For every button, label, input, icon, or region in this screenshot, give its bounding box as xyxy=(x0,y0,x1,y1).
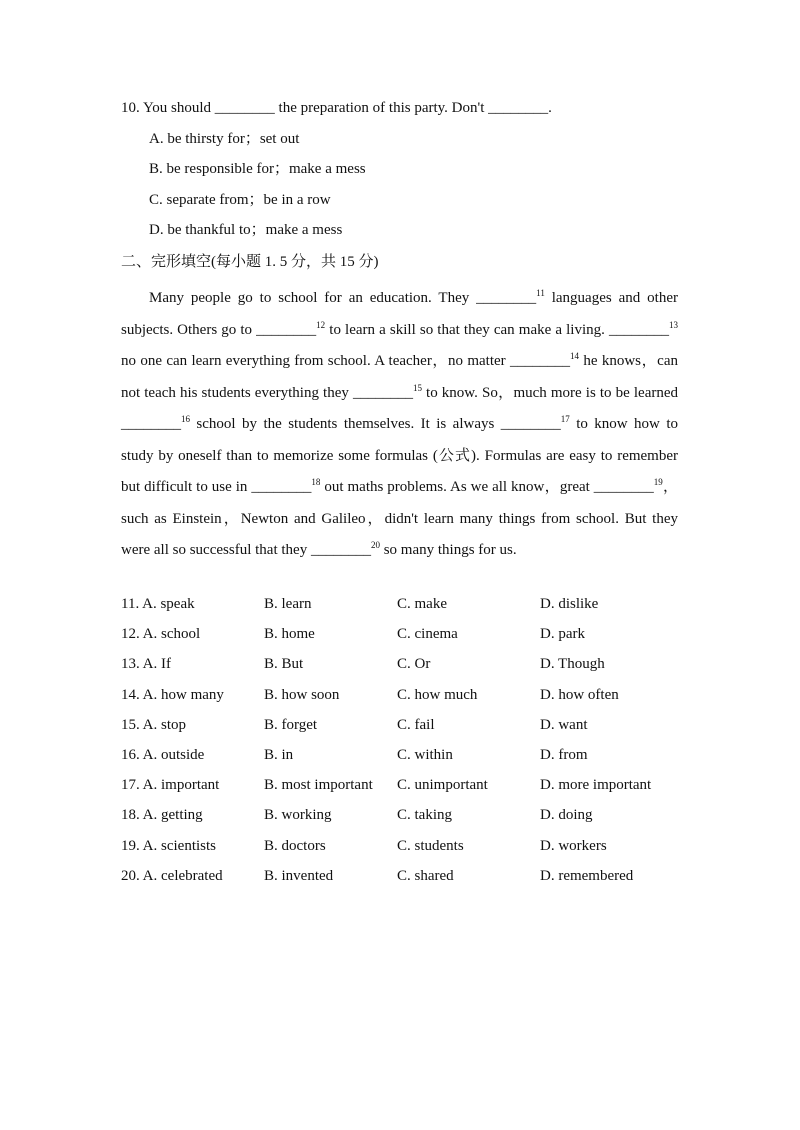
blank-number: 19 xyxy=(653,477,663,487)
passage-segment: languages and other subjects. Others go to ________ xyxy=(121,290,678,338)
blank-number: 14 xyxy=(570,351,579,361)
choice-option: D. more important xyxy=(540,777,652,794)
section-title: 二、完形填空(每小题 1. 5 分，共 15 分) xyxy=(121,254,379,270)
passage-segment: out maths problems. As we all know，great ________ xyxy=(320,479,654,495)
choice-option: B. invented xyxy=(264,867,334,884)
choice-option: B. But xyxy=(264,656,304,673)
passage-segment: he knows，can not teach his students everything they ________ xyxy=(121,353,678,401)
question-10-option-a: A. be thirsty for；set out xyxy=(149,130,300,147)
passage-segment: to learn a skill so that they can make a living. ________ xyxy=(325,321,669,338)
choice-row xyxy=(121,745,681,775)
blank-number: 12 xyxy=(316,319,326,330)
choice-row xyxy=(121,866,681,896)
blank-number: 17 xyxy=(560,414,570,424)
choice-option: B. forget xyxy=(264,716,318,733)
passage-segment: no one can learn everything from school. A teacher，no matter ________ xyxy=(121,353,570,369)
choice-option: C. how much xyxy=(397,686,478,703)
choice-row xyxy=(121,715,681,745)
passage-segment: so many things for us. xyxy=(379,542,517,558)
choice-option: D. park xyxy=(540,626,585,643)
choice-option: D. Though xyxy=(540,656,605,673)
blank-number: 18 xyxy=(311,477,321,487)
question-10-option-c: C. separate from；be in a row xyxy=(149,191,331,208)
choice-option: C. unimportant xyxy=(397,777,488,794)
choice-option: 18. A. getting xyxy=(121,807,203,824)
choice-option: 11. A. speak xyxy=(121,596,195,612)
choice-option: C. within xyxy=(397,746,453,763)
choice-option: 20. A. celebrated xyxy=(121,867,223,884)
choice-option: C. shared xyxy=(397,867,454,884)
choice-option: D. from xyxy=(540,746,588,763)
choice-option: D. doing xyxy=(540,807,593,824)
choice-option: B. working xyxy=(264,807,332,824)
choice-option: B. home xyxy=(264,626,315,643)
choice-option: D. want xyxy=(540,716,588,733)
blank-number: 11 xyxy=(536,288,545,298)
passage-segment: to know how to study by oneself than to memorize some formulas (公式). Formulas are easy to remember but difficult to use in ________ xyxy=(121,416,678,495)
choice-option: C. cinema xyxy=(397,626,458,643)
choice-option: B. in xyxy=(264,746,294,763)
choice-option: B. doctors xyxy=(264,837,326,854)
choice-option: 19. A. scientists xyxy=(121,837,217,854)
passage-segment: Many people go to school for an education. They ________ xyxy=(149,290,537,306)
choice-option: 16. A. outside xyxy=(121,746,205,763)
choice-option: D. remembered xyxy=(540,867,634,884)
question-10-option-b: B. be responsible for；make a mess xyxy=(149,161,366,177)
question-10-stem: 10. You should ________ the preparation of this party. Don't ________. xyxy=(121,100,552,116)
choice-option: 14. A. how many xyxy=(121,686,224,703)
choice-row xyxy=(121,775,681,805)
choice-option: B. learn xyxy=(264,596,312,612)
blank-number: 16 xyxy=(181,414,190,424)
choice-option: D. workers xyxy=(540,837,607,854)
choice-option: B. most important xyxy=(264,777,373,794)
cloze-passage xyxy=(121,283,678,567)
choice-option: 12. A. school xyxy=(121,626,201,643)
choice-option: 17. A. important xyxy=(121,777,220,794)
question-10 xyxy=(121,98,681,251)
choice-option: B. how soon xyxy=(264,686,340,703)
choice-option: 13. A. If xyxy=(121,656,171,673)
choice-row xyxy=(121,685,681,715)
choice-option: C. make xyxy=(397,596,447,612)
blank-number: 13 xyxy=(669,319,678,330)
passage-segment: to know. So，much more is to be learned ________ xyxy=(121,384,679,432)
choice-row xyxy=(121,624,681,654)
choice-option: D. how often xyxy=(540,686,619,703)
choices-table xyxy=(121,594,681,896)
choice-row xyxy=(121,654,681,684)
choice-option: C. Or xyxy=(397,656,431,673)
choice-option: 15. A. stop xyxy=(121,716,187,733)
passage-segment: ，such as Einstein，Newton and Galileo，didn't learn many things from school. But they were all so successful that they ________ xyxy=(121,479,678,558)
choice-option: C. students xyxy=(397,837,464,854)
choice-row xyxy=(121,805,681,835)
blank-number: 20 xyxy=(370,540,380,550)
choice-row xyxy=(121,836,681,866)
choice-row xyxy=(121,594,681,624)
choice-option: C. taking xyxy=(397,807,452,824)
choice-option: D. dislike xyxy=(540,596,599,612)
blank-number: 15 xyxy=(412,382,422,393)
question-10-option-d: D. be thankful to；make a mess xyxy=(149,222,343,238)
passage-segment: school by the students themselves. It is always ________ xyxy=(190,416,561,432)
choice-option: C. fail xyxy=(397,716,435,733)
